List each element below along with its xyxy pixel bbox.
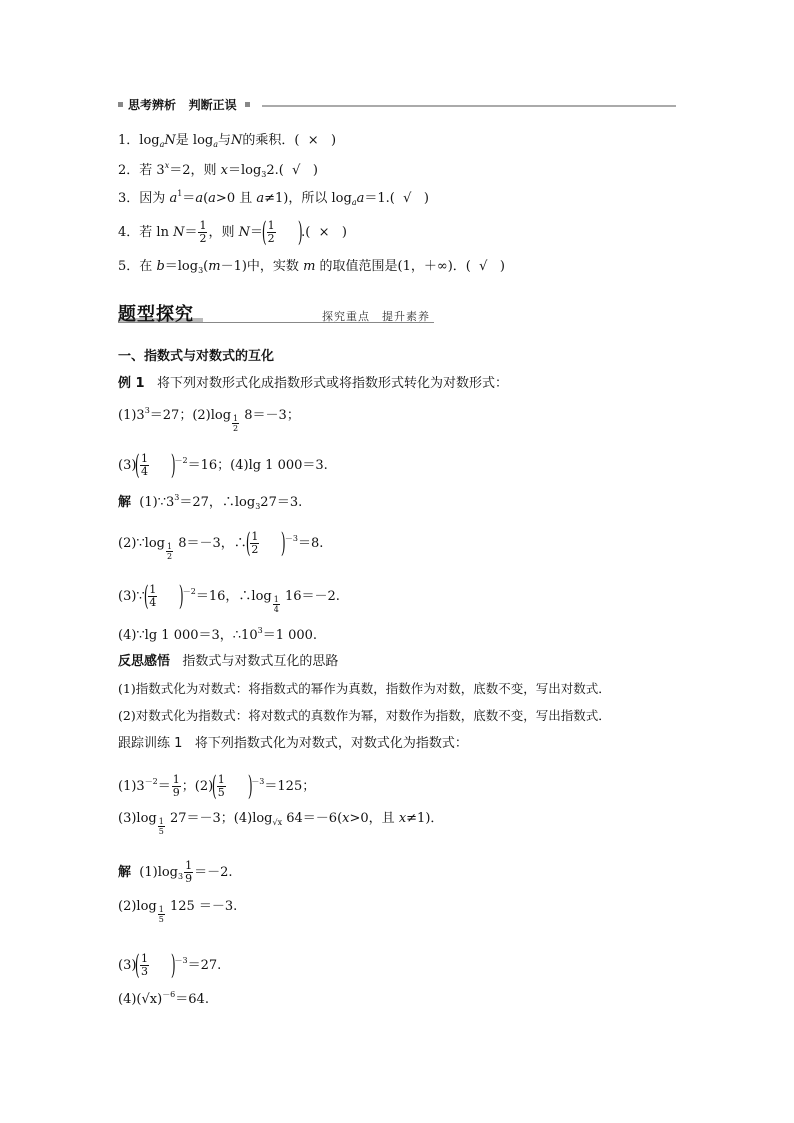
solution-1-line4: (4)∵lg 1 000＝3，$\therefore 10^3=1$ 000. — [118, 626, 318, 643]
part-heading: 一、指数式与对数式的互化 — [118, 349, 275, 364]
answer-mark: × — [307, 133, 319, 148]
answer-mark: √ — [403, 191, 412, 206]
section-header: 思考辨析 判断正误 — [118, 99, 255, 111]
reflection-title: 反思感悟 指数式与对数式互化的思路 — [118, 654, 339, 669]
judge-item-4: 4．若 ln N＝ $\frac{1}{2}$ ，则 N＝( $\frac{1}{2}$ ).( × ) — [118, 217, 347, 248]
answer-mark: × — [318, 225, 330, 240]
judge-item-5: 5．在 $b=\log_3(m-1)$中，实数 m 的取值范围是(1，＋∞)．( √ ) — [118, 259, 505, 275]
solution-1-line1: 解 $(1)\because 3^3=27$，$\therefore\log_327=3$. — [118, 493, 303, 511]
reflection-point-2: (2)对数式化为指数式：将对数式的真数作为幂，对数作为指数，底数不变，写出指数式． — [118, 708, 611, 723]
header-rule — [262, 105, 676, 107]
practice-1-q34: (3)log $\frac{1}{5}$ 27＝－3；$(4)\log_{√x}$ 64＝－6(x>0，且 x≠1)． — [118, 811, 444, 836]
answer-mark: √ — [292, 163, 301, 178]
solution-2-line1: 解 $(1)\log_3$ $\frac{1}{9}$ ＝－2. — [118, 859, 233, 885]
judge-item-2: 2．若 $3^x=2$，则 $x=\log_32$.( √ ) — [118, 161, 318, 179]
solution-2-line4: $(4)(√x)^{-6}=64$. — [118, 990, 209, 1007]
practice-label: 跟踪训练 1 — [118, 736, 183, 751]
solution-2-line3: (3)( $\frac{1}{3}$ )$^{-3}$＝27. — [118, 950, 222, 981]
solution-1-line2: (2)∵log $\frac{1}{2}$ 8＝－3，∴( $\frac{1}{2}$ )$^{-3}$＝8. — [118, 528, 324, 561]
example-label: 例 1 — [118, 376, 145, 391]
topic-title: 题型探究 — [118, 304, 194, 325]
practice-1-q12: $(1)3^{-2}=$ $\frac{1}{9}$ ；(2)( $\frac{1}{5}$ )$^{-3}$＝125； — [118, 771, 316, 802]
example-1-q12: $(1)3^3=27$；(2)log $\frac{1}{2}$ 8＝－3； — [118, 406, 300, 433]
example-1: 例 1 将下列对数形式化成指数形式或将指数形式转化为对数形式： — [118, 376, 508, 391]
judge-item-3: 3．因为 $a^1=a(a>0$ 且 a≠1)，所以 $\log_aa=1$.( √ ) — [118, 189, 429, 207]
judge-item-1: 1．$\log_aN$是 $\log_a$与N的乘积．( × ) — [118, 133, 337, 149]
practice-1: 跟踪训练 1 将下列指数式化为对数式，对数式化为指数式： — [118, 736, 468, 751]
reflection-point-1: (1)指数式化为对数式：将指数式的幂作为真数，指数作为对数，底数不变，写出对数式． — [118, 681, 611, 696]
answer-mark: √ — [479, 259, 488, 274]
bullet-square-icon — [118, 102, 123, 107]
topic-subtitle: 探究重点 提升素养 — [322, 310, 430, 323]
solution-2-line2: (2)log $\frac{1}{5}$ 125 ＝－3. — [118, 899, 238, 924]
example-1-q34: (3)( $\frac{1}{4}$ )$^{-2}$＝16；(4)lg 1 000＝3. — [118, 450, 328, 481]
bullet-square-icon — [245, 102, 250, 107]
solution-1-line3: (3)∵( $\frac{1}{4}$ )$^{-2}$＝16，∴log $\frac{1}{4}$ 16＝－2. — [118, 581, 340, 614]
